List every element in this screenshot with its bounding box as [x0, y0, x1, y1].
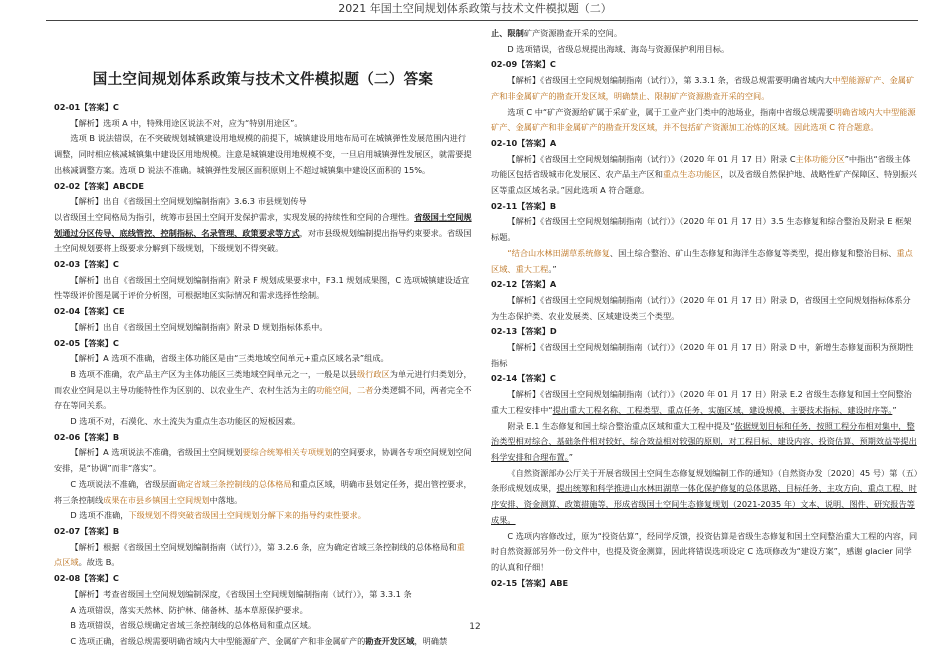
analysis-02-08-c: C 选项正确，省级总规需要明确省域内大中型能源矿产、金属矿产和非金属矿产的勘查开发区域，明确禁: [70, 635, 448, 646]
analysis-02-11: 【解析】《省级国土空间规划编制指南（试行）》（2020 年 01 月 17 日）3.5 生态修复和综合整治及附录 E 框架标题。: [491, 216, 912, 243]
analysis-02-09: 【解析】《省级国土空间规划编制指南（试行）》，第 3.3.1 条，省级总规需要明确省域内大中型能源矿产、金属矿产和非金属矿产的勘查开发区域，明确禁止、限制矿产资源勘查开采的空间。: [491, 75, 915, 101]
q-02-09: 02-09【答案】C: [491, 59, 556, 70]
left-column: [54, 26, 472, 646]
analysis-02-05-b: B 选项不准确，农产品主产区为主体功能区三类地域空间单元之一，一般是以县级行政区为单元进行归类划分，而农业空间是以主导功能特性作为区别的、以农业生产、农村生活为主的功能空间，二者分类逻辑不同，两者完全不存在等同关系。: [54, 368, 472, 411]
analysis-02-05: 【解析】A 选项不准确，省级主体功能区是由“三类地域空间单元+重点区域名录”组成。: [70, 353, 389, 364]
analysis-02-03: 【解析】出自《省级国土空间规划编制指南》附录 F 规划成果要求中，F3.1 规划成果图，C 选项城镇建设适宜性等级评价图是属于评价分析图，可根据地区实际情况和需求选择性绘制。: [54, 274, 470, 301]
q-02-08: 02-08【答案】C: [54, 573, 119, 584]
analysis-02-08-a: A 选项错误，落实天然林、防护林、储备林、基本草原保护要求。: [70, 604, 308, 615]
q-02-04: 02-04【答案】CE: [54, 306, 125, 317]
q-02-13: 02-13【答案】D: [491, 326, 557, 337]
header-rule: [46, 20, 918, 21]
analysis-02-08-d: D 选项错误，省级总规提出海域、海岛与资源保护利用目标。: [507, 43, 730, 54]
q-02-03: 02-03【答案】C: [54, 259, 119, 270]
right-column: [491, 26, 918, 626]
analysis-02-11-b: “结合山水林田湖草系统修复、国土综合整治、矿山生态修复和海洋生态修复等类型，提出修复和整治目标、重点区域、重大工程。”: [491, 247, 913, 274]
analysis-02-06-d: D 选项不准确，下级规划不得突破省级国土空间规划分解下来的指导约束性要求。: [70, 510, 366, 521]
analysis-02-10: 【解析】《省级国土空间规划编制指南（试行）》（2020 年 01 月 17 日）附录 C主体功能分区”中指出“省级主体功能区包括省级城市化发展区、农产品主产区和重点生态功能区，以及省级自然保护地、战略性矿产保障区、特别振兴区等重点区域名录。”因此选项 A 符合题意。: [491, 153, 917, 196]
q-02-07: 02-07【答案】B: [54, 525, 120, 536]
analysis-02-06: 【解析】A 选项说法不准确，省级国土空间规划要综合统筹相关专项规划的空间要求，协调各专项空间规划空间安排，是“协调”而非“落实”。: [54, 447, 472, 474]
q-02-06: 02-06【答案】B: [54, 431, 120, 442]
analysis-02-14-note: C 选项内容修改过，原为“投资估算”，经同学反馈，投资估算是省级生态修复和国土空间整治重大工程的内容，同时自然资源部另外一份文件中，也提及资金测算，因此将错误选项设定 C 选项修改为“建设方案”，感谢 glacier 同学的认真和仔细！: [491, 530, 918, 572]
analysis-02-08-b: B 选项错误，省级总规确定省域三条控制线的总体格局和重点区域。: [70, 620, 317, 631]
analysis-02-08-cont: 止、限制矿产资源勘查开采的空间。: [491, 28, 623, 38]
page-number: 12: [469, 622, 481, 632]
analysis-02-08: 【解析】考查省级国土空间规划编制深度，《省级国土空间规划编制指南（试行）》，第 3.3.1 条: [70, 588, 412, 599]
header-title: 2021 年国土空间规划体系政策与技术文件模拟题（二）: [338, 2, 612, 15]
analysis-02-12: 【解析】《省级国土空间规划编制指南（试行）》（2020 年 01 月 17 日）附录 D，省级国土空间规划指标体系分为生态保护类、农业发展类、区域建设类三个类型。: [491, 294, 911, 321]
q-02-11: 02-11【答案】B: [491, 200, 557, 211]
analysis-02-01: 【解析】选项 A 中，特殊用途区说法不对，应为“特别用途区”。: [70, 117, 303, 128]
analysis-02-06-c: C 选项说法不准确，省级层面确定省域三条控制线的总体格局和重点区域，明确市县划定任务，提出管控要求，将三条控制线成果在市县乡镇国土空间规划中落地。: [54, 478, 472, 505]
q-02-14: 02-14【答案】C: [491, 373, 556, 384]
analysis-02-14: 【解析】《省级国土空间规划编制指南（试行）》（2020 年 01 月 17 日）附录 E.2 省级生态修复和国土空间整治重大工程安排中“提出重大工程名称、工程类型、重点任务、实施区域、建设规模、主要技术指标、建设时序等。”: [491, 389, 912, 415]
analysis-02-13: 【解析】《省级国土空间规划编制指南（试行）》（2020 年 01 月 17 日）附录 D 中，新增生态修复面积为预期性指标: [491, 342, 914, 368]
analysis-02-14-b: 附录 E.1 生态修复和国土综合整治重点区域和重大工程中提及“依据规划目标和任务，按照工程分布相对集中，整治类型相对综合、基础条件相对较好、综合效益相对较强的原则，对工程目标、建设内容、投资估算、预期效益等提出科学安排和合理布置。”: [491, 420, 917, 462]
analysis-02-09-b: 选项 C 中“矿产资源给矿属于采矿业，属于工业产业门类中的池场业，指南中省级总规需要明确省域内大中型能源矿产、金属矿产和非金属矿产的勘查开发区域，并不包括矿产资源加工冶炼的区域。因此选项 C 符合题意。: [491, 106, 916, 133]
q-02-15: 02-15【答案】ABE: [491, 577, 569, 588]
analysis-02-05-d: D 选项不对，石漠化、水土流失为重点生态功能区的短板因素。: [70, 416, 301, 427]
analysis-02-01-b: 选项 B 说法错误，在不突破规划城镇建设用地规模的前提下，城镇建设用地布局可在城镇弹性发展范围内进行调整，同时相应核减城镇集中建设区用地规模。注意是城镇建设用地规模不变，一旦启用城镇弹性发展区，就需要提出核减调整方案。选项 D 说法不准确。城镇弹性发展区面积原则上不超过城镇集中建设区面积的 15%。: [54, 133, 472, 175]
q-02-10: 02-10【答案】A: [491, 137, 557, 148]
q-02-05: 02-05【答案】C: [54, 337, 119, 348]
q-02-12: 02-12【答案】A: [491, 279, 557, 290]
main-title: 国土空间规划体系政策与技术文件模拟题（二）答案: [92, 72, 434, 88]
analysis-02-02: 【解析】出自《省级国土空间规划编制指南》3.6.3 市县规划传导: [70, 196, 307, 207]
page-header: [0, 0, 950, 22]
analysis-02-07: 【解析】根据《省级国土空间规划编制指南（试行）》，第 3.2.6 条，应为确定省域三条控制线的总体格局和重点区域。故选 B。: [54, 541, 465, 568]
analysis-02-02-b: 以省级国土空间格局为指引，统筹市县国土空间开发保护需求，实现发展的持续性和空间的合理性。省级国土空间规划通过分区传导、底线管控、控制指标、名录管理、政策要求等方式，对市县级规划编制提出指导约束要求。省级国土空间规划要将上级要求分解到下级规划，下级规划不得突破。: [54, 211, 472, 254]
q-02-01: 02-01【答案】C: [54, 102, 119, 112]
q-02-02: 02-02【答案】ABCDE: [54, 180, 144, 191]
analysis-02-14-c: 《自然资源部办公厅关于开展省级国土空间生态修复规划编制工作的通知》（自然资办发〔2020〕45 号）第（五）条形成规划成果，提出统筹和科学推进山水林田湖草一体化保护修复的总体思路、目标任务、主攻方向、重点工程、时序安排、资金测算、政策措施等，形成省级国土空间生态修复规划（2021-2035 年）文本、说明、图件、研究报告等成果。: [491, 467, 918, 525]
analysis-02-04: 【解析】出自《省级国土空间规划编制指南》附录 D 规划指标体系中。: [70, 321, 328, 332]
